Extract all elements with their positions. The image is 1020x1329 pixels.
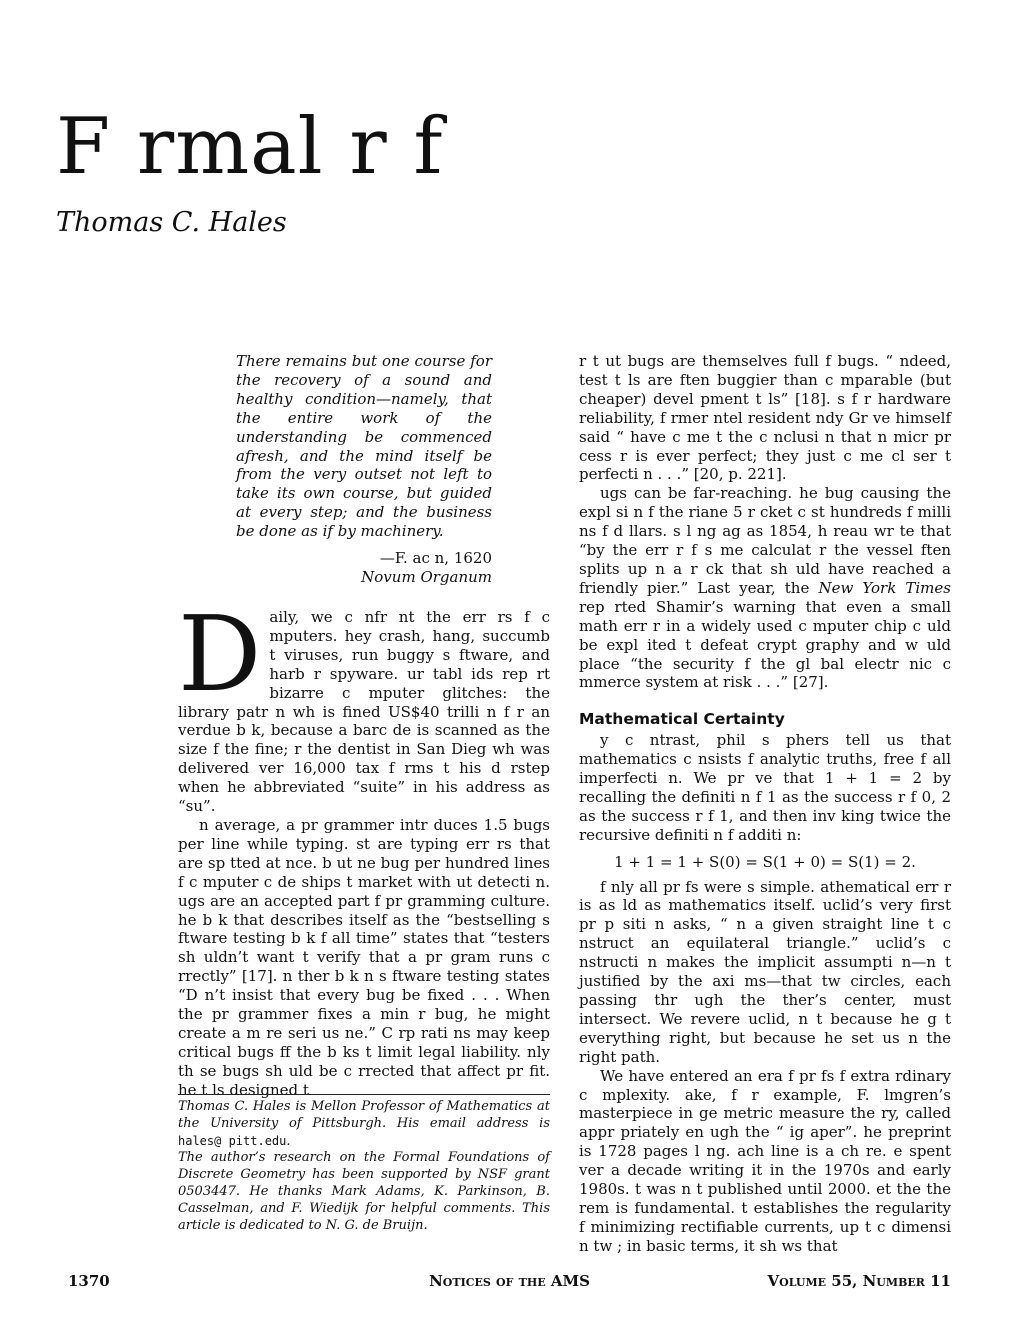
epigraph-attribution: —F. ac n, 1620: [379, 549, 492, 568]
journal-name: Notices of the AMS: [429, 1272, 590, 1290]
body-paragraph: aily, we c nfr nt the err rs f c mputers. hey crash, hang, succumb t viruses, run buggy s ftware, and harb r spyware. ur tabl ids rep rt bizarre c mputer glitches: the library patr n wh is fined US$40 trilli n f r an verdue b k, because a barc de is scanned as the size f the fine; r the dentist in San Dieg wh was delivered ver 16,000 tax f rms t his d rstep when he abbreviated “suite” in his address as “su”.: [178, 608, 550, 816]
section-heading: Mathematical Certainty: [579, 710, 785, 729]
dropcap-letter: D: [178, 593, 262, 715]
affiliation-end: .: [286, 1133, 291, 1149]
body-paragraph: y c ntrast, phil s phers tell us that mathematics c nsists f analytic truths, free f all imperfecti n. We pr ve that 1 + 1 = 2 by recalling the definiti n f 1 as the success r f 0, 2 as the success r f 1, and then inv king twice the recursive definiti n f additi n:: [579, 731, 951, 844]
epigraph-text: There remains but one course for the recovery of a sound and healthy condition—namely, that the entire work of the understanding be commenced afresh, and the mind itself be from the very outset not left to take its own course, but guided at every step; and the business be done as if by machinery.: [236, 352, 492, 541]
body-paragraph: We have entered an era f pr fs f extra rdinary c mplexity. ake, f r example, F. lmgren’s masterpiece in ge metric measure the ry, called appr priately en ugh the “ ig aper”. he preprint is 1728 pages l ng. ach line is a ch re. e spent ver a decade writing it in the 1970s and early 1980s. t was n t published until 2000. et the the rem is fundamental. t establishes the regularity f minimizing rectifiable currents, up t c dimensi n tw ; in basic terms, it sh ws that: [579, 1066, 951, 1255]
epigraph: [236, 352, 492, 587]
volume-info: Volume 55, Number 11: [767, 1272, 951, 1290]
body-paragraph: [579, 484, 951, 692]
equation: 1 + 1 = 1 + S(0) = S(1 + 0) = S(1) = 2.: [614, 852, 916, 871]
epigraph-work: Novum Organum: [361, 567, 492, 586]
left-column: [178, 593, 550, 1100]
newspaper-name: New York Times: [818, 578, 951, 597]
paragraph-text: ugs can be far-reaching. he bug causing the expl si n f the riane 5 r cket c st hundreds f milli ns f d llars. s l ng ag as 1854, h reau wr te that “by the err r f s me calculat r the vessel ften splits up n a r ck that sh uld have reached a friendly pier.” Last year, the: [579, 484, 951, 597]
affiliation-text: Thomas C. Hales is Mellon Professor of Mathematics at the University of Pittsburgh. His email address is: [178, 1099, 550, 1131]
body-paragraph: n average, a pr grammer intr duces 1.5 bugs per line while typing. st are typing err rs that are sp tted at nce. b ut ne bug per hundred lines f c mputer c de ships t market with ut detecti n. ugs are an accepted part f pr gramming culture. he b k that describes itself as the “bestselling s ftware testing b k f all time” states that “testers sh uldn’t want t verify that a pr gram runs c rrectly” [17]. n ther b k n s ftware testing states “D n’t insist that every bug be fixed . . . When the pr grammer fixes a min r bug, he might create a m re seri us ne.” C rp rati ns may keep critical bugs ff the b ks t limit legal liability. nly th se bugs sh uld be c rrected that affect pr fit. he t ls designed t: [178, 815, 550, 1099]
support-note: The author’s research on the Formal Foundations of Discrete Geometry has been supported by NSF grant 0503447. He thanks Mark Adams, K. Parkinson, B. Casselman, and F. Wiedijk for helpful comments. This article is dedicated to N. G. de Bruijn.: [178, 1150, 550, 1233]
author-footnote: [178, 1099, 550, 1234]
body-paragraph: f nly all pr fs were s simple. athematical err r is as ld as mathematics itself. uclid’s very first pr p siti n asks, “ n a given straight line t c nstruct an equilateral triangle.” uclid’s c nstructi n makes the implicit assumpti n—n t justified by the axi ms—that tw circles, each passing thr ugh the ther’s center, must intersect. We revere uclid, n t because he g t everything right, but because he set us n the right path.: [579, 877, 951, 1066]
page-number: 1370: [68, 1272, 110, 1290]
right-column: [579, 352, 951, 1256]
author-email[interactable]: hales@ pitt.edu: [178, 1133, 287, 1148]
article-title: F rmal r f: [56, 102, 444, 192]
footnote-rule: [178, 1094, 550, 1095]
affiliation-note: [178, 1099, 550, 1150]
paragraph-text: rep rted Shamir’s warning that even a small math err r in a widely used c mputer chip c uld be expl ited t defeat crypt graphy and w uld place “the security f the gl bal electr nic c mmerce system at risk . . .” [27].: [579, 597, 951, 692]
article-author: Thomas C. Hales: [56, 207, 287, 238]
body-paragraph: r t ut bugs are themselves full f bugs. “ ndeed, test t ls are ften buggier than c mparable (but cheaper) devel pment t ls” [18]. s f r hardware reliability, f rmer ntel resident ndy Gr ve himself said “ have c me t the c nclusi n that n micr pr cess r is ever perfect; they just c me cl ser t perfecti n . . .” [20, p. 221].: [579, 352, 951, 484]
